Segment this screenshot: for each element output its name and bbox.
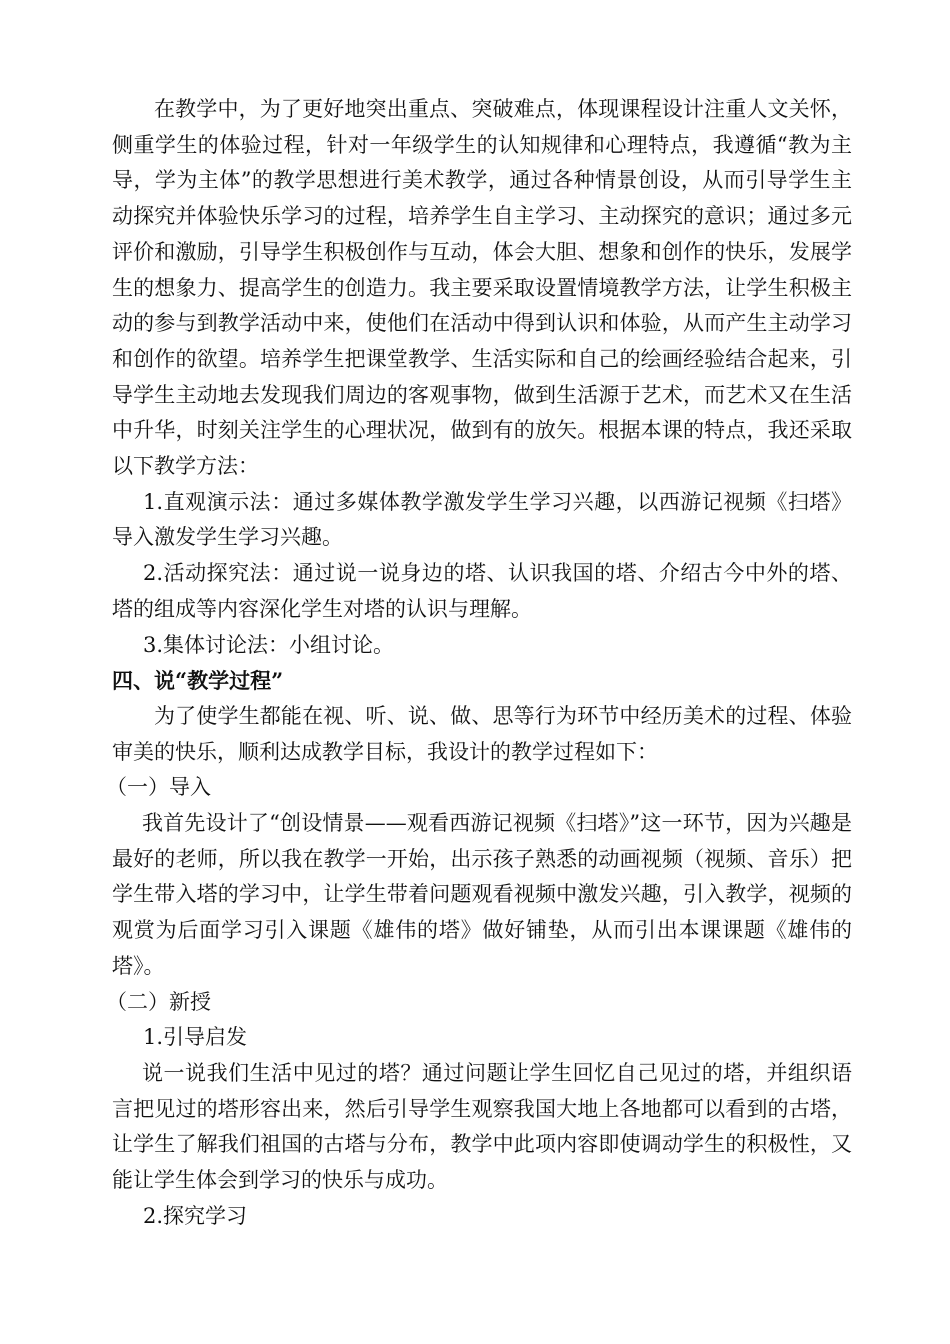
step-1-title: 1.引导启发: [143, 1025, 248, 1050]
process-intro-paragraph: 为了使学生都能在视、听、说、做、思等行为环节中经历美术的过程、体验审美的快乐，顺利达成教学目标，我设计的教学过程如下：: [112, 703, 852, 764]
subsection-heading-intro: （一）导入: [106, 775, 211, 800]
subsection-heading-new-lesson: （二）新授: [106, 989, 211, 1014]
intro-paragraph: 在教学中，为了更好地突出重点、突破难点，体现课程设计注重人文关怀，侧重学生的体验过程，针对一年级学生的认知规律和心理特点，我遵循“教为主导，学为主体”的教学思想进行美术教学，通过各种情景创设，从而引导学生主动探究并体验快乐学习的过程，培养学生自主学习、主动探究的意识；通过多元评价和激励，引导学生积极创作与互动，体会大胆、想象和创作的快乐，发展学生的想象力、提高学生的创造力。我主要采取设置情境教学方法，让学生积极主动的参与到教学活动中来，使他们在活动中得到认识和体验，从而产生主动学习和创作的欲望。培养学生把课堂教学、生活实际和自己的绘画经验结合起来，引导学生主动地去发现我们周边的客观事物，做到生活源于艺术，而艺术又在生活中升华，时刻关注学生的心理状况，做到有的放矢。根据本课的特点，我还采取以下教学方法：: [112, 97, 852, 479]
document-page: [106, 92, 852, 1235]
intro-section-paragraph: 我首先设计了“创设情景——观看西游记视频《扫塔》”这一环节，因为兴趣是最好的老师，所以我在教学一开始，出示孩子熟悉的动画视频（视频、音乐）把学生带入塔的学习中，让学生带着问题观看视频中激发兴趣，引入教学，视频的观赏为后面学习引入课题《雄伟的塔》做好铺垫，从而引出本课课题《雄伟的塔》。: [112, 811, 852, 978]
method-item-1: 1.直观演示法：通过多媒体教学激发学生学习兴趣，以西游记视频《扫塔》导入激发学生学习兴趣。: [112, 489, 852, 550]
method-item-3: 3.集体讨论法：小组讨论。: [143, 632, 395, 657]
step-1-paragraph: 说一说我们生活中见过的塔？通过问题让学生回忆自己见过的塔，并组织语言把见过的塔形容出来，然后引导学生观察我国大地上各地都可以看到的古塔，让学生了解我们祖国的古塔与分布，教学中此项内容即使调动学生的积极性，又能让学生体会到学习的快乐与成功。: [112, 1060, 852, 1193]
step-2-title: 2.探究学习: [143, 1203, 248, 1228]
section-heading: 四、说“教学过程”: [112, 668, 284, 694]
method-item-2: 2.活动探究法：通过说一说身边的塔、认识我国的塔、介绍古今中外的塔、塔的组成等内容深化学生对塔的认识与理解。: [112, 561, 852, 621]
